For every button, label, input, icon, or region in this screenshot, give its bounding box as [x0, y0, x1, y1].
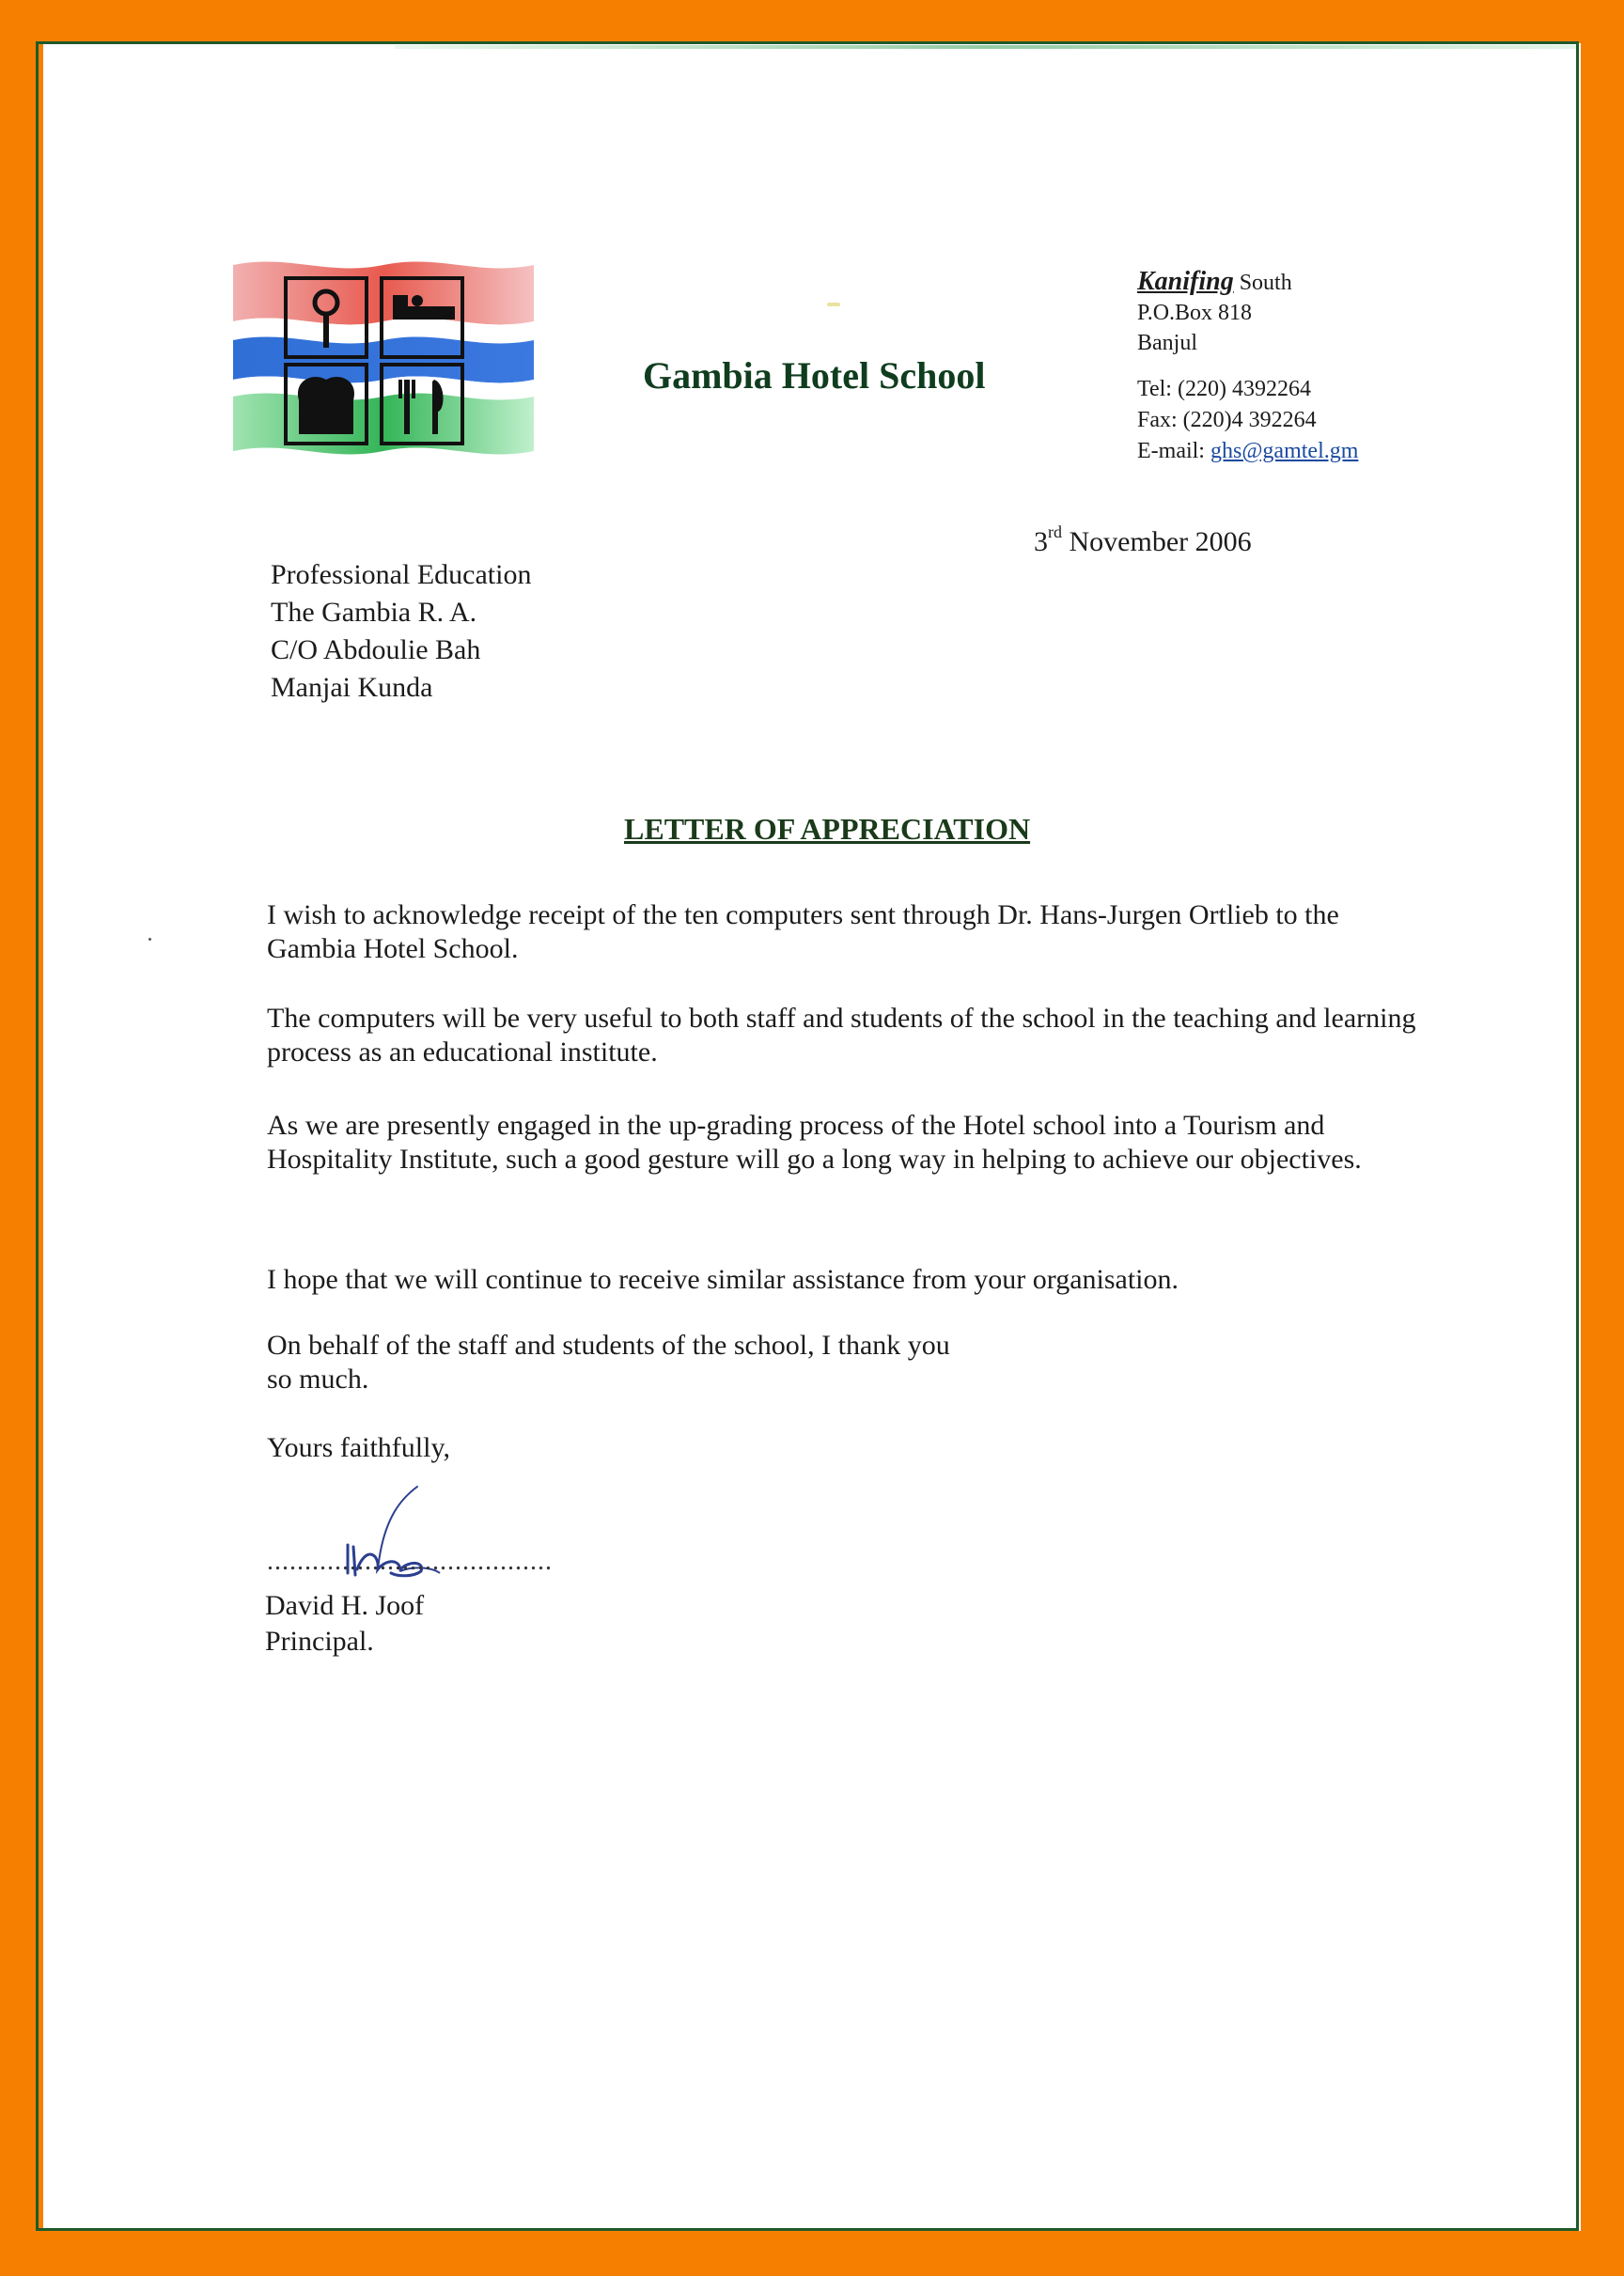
- address-city: Banjul: [1137, 331, 1197, 355]
- letter-subject: LETTER OF APPRECIATION: [624, 812, 1031, 846]
- scan-artifact: [395, 45, 1579, 49]
- school-contact: [1137, 374, 1358, 467]
- recipient-address: [271, 556, 531, 707]
- contact-tel: Tel: (220) 4392264: [1137, 377, 1311, 401]
- recipient-line: Professional Education: [271, 559, 532, 590]
- body-paragraph: The computers will be very useful to both staff and students of the school in the teaching and learning process as an educational institute.: [267, 1003, 1416, 1068]
- letter-date: [1034, 522, 1252, 558]
- body-paragraph: On behalf of the staff and students of the school, I thank you so much.: [267, 1330, 950, 1395]
- school-address: [1137, 267, 1292, 358]
- recipient-line: The Gambia R. A.: [271, 597, 477, 628]
- signatory-title: Principal.: [265, 1626, 374, 1657]
- email-link[interactable]: ghs@gamtel.gm: [1210, 439, 1359, 463]
- date-suffix: rd: [1048, 522, 1062, 541]
- address-town: Kanifing: [1137, 267, 1234, 296]
- chef-hat-icon: [298, 377, 354, 434]
- body-paragraph: As we are presently engaged in the up-grading process of the Hotel school into a Tourism and Hospitality Institute, such a good gesture will go a long way in helping to achieve our objectives.: [267, 1110, 1362, 1175]
- school-logo: [233, 259, 534, 455]
- closing-salutation: Yours faithfully,: [267, 1432, 451, 1463]
- address-line-1: [1137, 267, 1292, 298]
- recipient-line: Manjai Kunda: [271, 672, 433, 703]
- date-rest: November 2006: [1062, 526, 1252, 557]
- signatory: [265, 1588, 424, 1660]
- address-area: South: [1233, 271, 1292, 295]
- email-label: E-mail:: [1137, 439, 1210, 463]
- body-paragraph: I wish to acknowledge receipt of the ten computers sent through Dr. Hans-Jurgen Ortlieb to the Gambia Hotel School.: [267, 899, 1339, 964]
- signatory-name: David H. Joof: [265, 1590, 425, 1621]
- scan-speck: [827, 303, 840, 306]
- contact-email-row: [1137, 436, 1358, 467]
- signature-line: ......................................: [267, 1547, 553, 1576]
- scan-speck: [148, 938, 151, 941]
- school-name: Gambia Hotel School: [643, 354, 986, 397]
- address-pobox: P.O.Box 818: [1137, 301, 1253, 325]
- body-paragraph: I hope that we will continue to receive similar assistance from your organisation.: [267, 1264, 1179, 1295]
- contact-fax: Fax: (220)4 392264: [1137, 408, 1317, 432]
- date-day: 3: [1034, 526, 1048, 557]
- recipient-line: C/O Abdoulie Bah: [271, 634, 481, 665]
